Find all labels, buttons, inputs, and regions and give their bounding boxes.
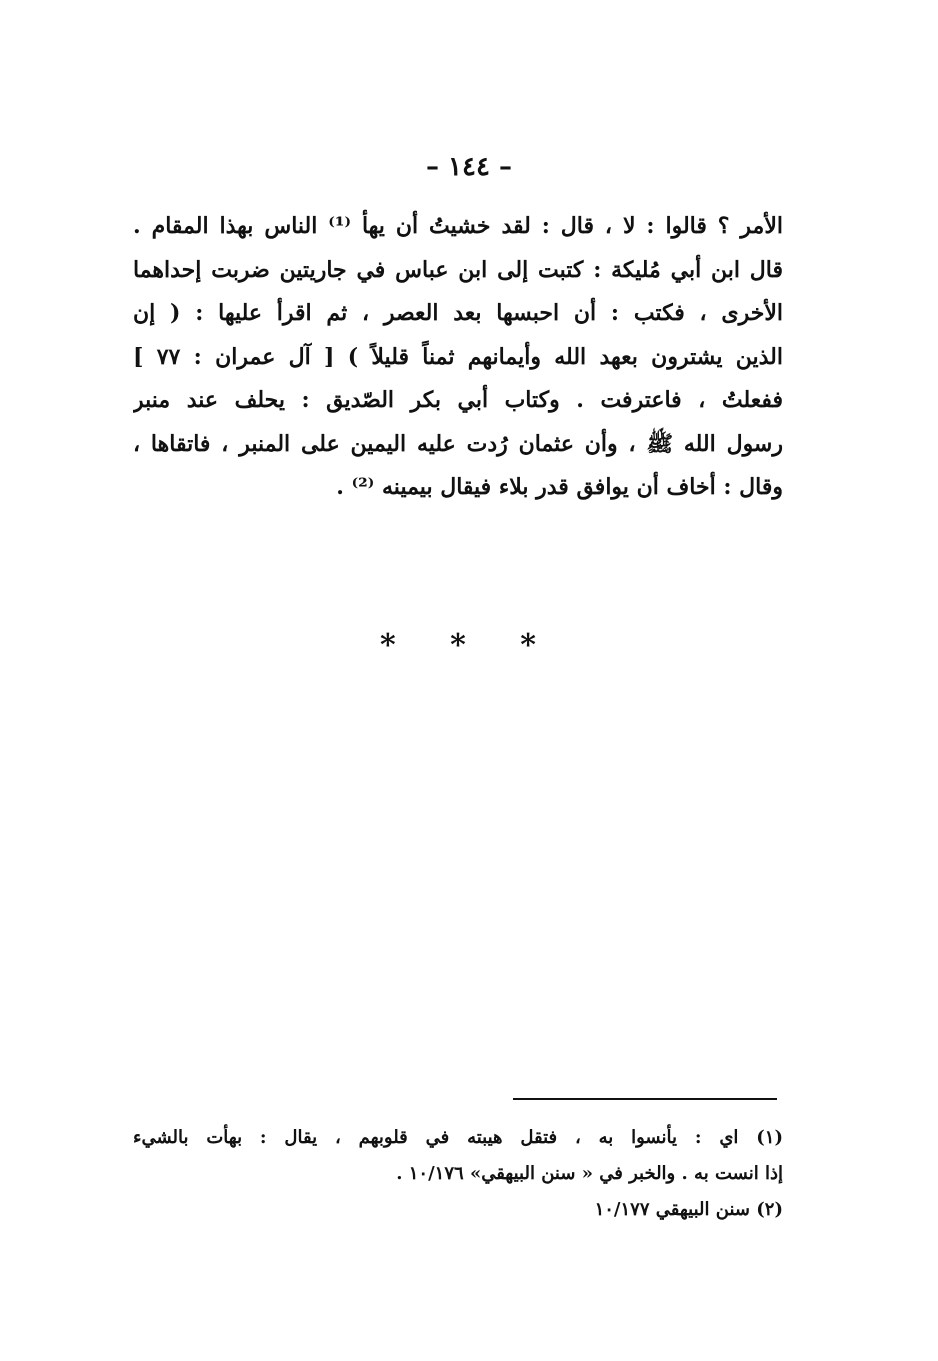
main-text: [133, 205, 783, 510]
text-line: الذين يشترون بعهد الله وأيمانهم ثمناً قليلاً ) [ آل عمران : ٧٧ ]: [133, 343, 783, 370]
section-separator: * * *: [380, 628, 558, 663]
text-line: الأخرى ، فكتب : أن احبسها بعد العصر ، ثم اقرأ عليها : ( إن: [133, 300, 783, 326]
footnote-line: (٢) سنن البيهقي ١٠/١٧٧: [594, 1199, 783, 1220]
page-number: – ١٤٤ –: [425, 152, 513, 182]
footnote-line: إذا انست به . والخبر في « سنن البيهقي» ١٠/١٧٦ .: [396, 1163, 783, 1184]
footnote-line: (١) اي : يأنسوا به ، فتقل هيبته في قلوبهم ، يقال : بهأت بالشيء: [133, 1127, 783, 1148]
text-line: قال ابن أبي مُليكة : كتبت إلى ابن عباس في جاريتين ضربت إحداهما: [133, 256, 783, 283]
text-line: رسول الله ﷺ ، وأن عثمان رُدت عليه اليمين على المنبر ، فاتقاها ،: [133, 430, 783, 457]
text-line: ففعلتُ ، فاعترفت . وكتاب أبي بكر الصّديق : يحلف عند منبر: [133, 387, 783, 413]
footnote-divider: [513, 1098, 777, 1100]
footnotes: [133, 1120, 783, 1228]
text-line: وقال : أخاف أن يوافق قدر بلاء فيقال بيمينه ⁽²⁾ .: [336, 474, 783, 500]
text-line: الأمر ؟ قالوا : لا ، قال : لقد خشيتُ أن يهأ ⁽¹⁾ الناس بهذا المقام .: [133, 213, 783, 239]
